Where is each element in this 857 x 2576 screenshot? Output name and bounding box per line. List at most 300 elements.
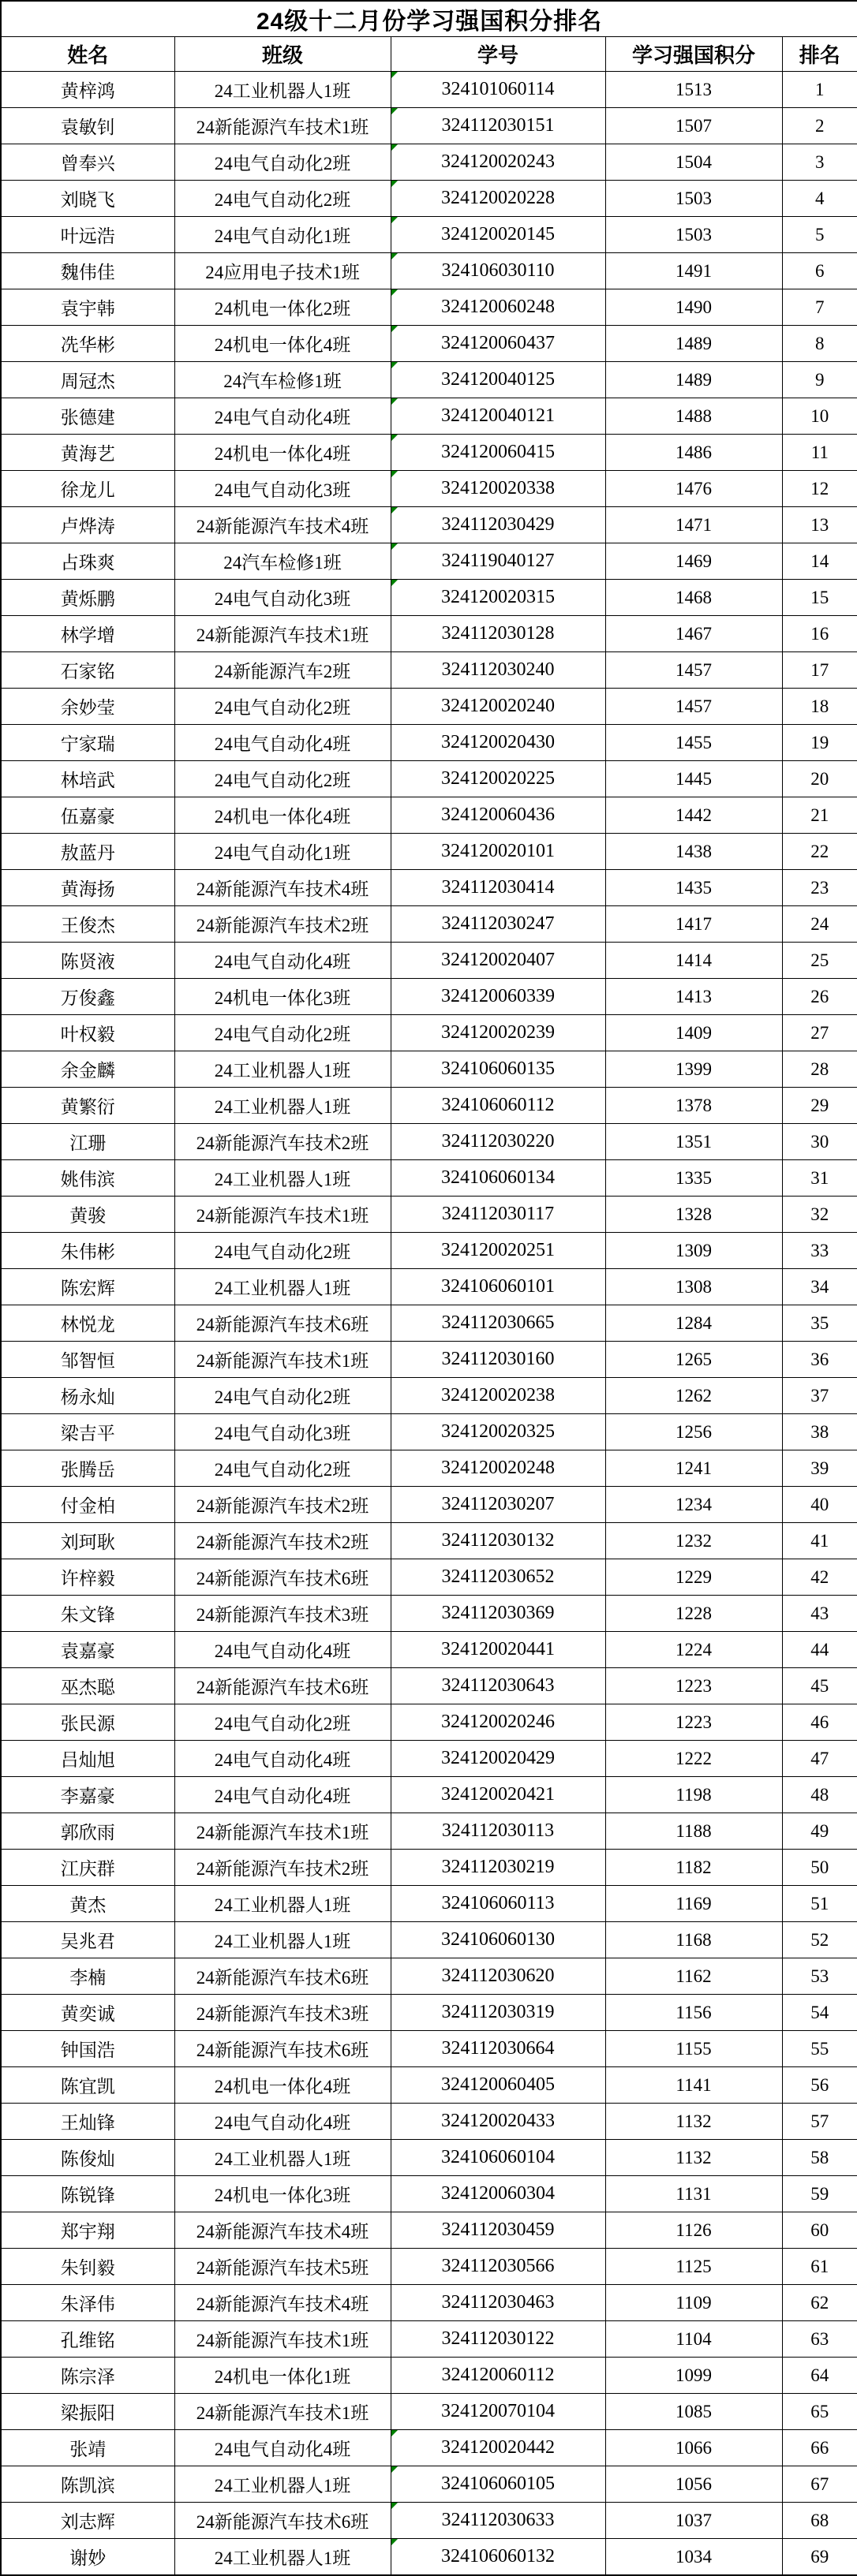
rank-cell[interactable]: 6 <box>782 253 857 289</box>
points-cell[interactable]: 1037 <box>605 2503 782 2539</box>
points-cell[interactable]: 1228 <box>605 1596 782 1632</box>
points-cell[interactable]: 1232 <box>605 1523 782 1559</box>
rank-cell[interactable]: 14 <box>782 543 857 580</box>
points-cell[interactable]: 1442 <box>605 797 782 834</box>
class-cell[interactable]: 24工业机器人1班 <box>174 2140 391 2176</box>
class-cell[interactable]: 24汽车检修1班 <box>174 543 391 580</box>
student-id-cell[interactable]: 324112030652 <box>391 1559 605 1596</box>
student-id-cell[interactable]: 324112030128 <box>391 616 605 652</box>
points-cell[interactable]: 1126 <box>605 2212 782 2249</box>
class-cell[interactable]: 24新能源汽车技术6班 <box>174 1958 391 1995</box>
name-cell[interactable]: 袁嘉豪 <box>1 1632 174 1668</box>
student-id-cell[interactable]: 324120020338 <box>391 471 605 507</box>
class-cell[interactable]: 24汽车检修1班 <box>174 362 391 398</box>
student-id-cell[interactable]: 324106060112 <box>391 1088 605 1124</box>
class-cell[interactable]: 24电气自动化4班 <box>174 725 391 761</box>
class-cell[interactable]: 24电气自动化3班 <box>174 471 391 507</box>
points-cell[interactable]: 1156 <box>605 1995 782 2031</box>
name-cell[interactable]: 朱伟彬 <box>1 1233 174 1269</box>
points-cell[interactable]: 1265 <box>605 1342 782 1378</box>
class-cell[interactable]: 24新能源汽车技术3班 <box>174 1995 391 2031</box>
student-id-cell[interactable]: 324120020430 <box>391 725 605 761</box>
points-cell[interactable]: 1229 <box>605 1559 782 1596</box>
student-id-cell[interactable]: 324120060405 <box>391 2067 605 2104</box>
student-id-cell[interactable]: 324120070104 <box>391 2394 605 2430</box>
student-id-cell[interactable]: 324120020407 <box>391 943 605 979</box>
class-cell[interactable]: 24电气自动化2班 <box>174 1233 391 1269</box>
rank-cell[interactable]: 11 <box>782 435 857 471</box>
name-cell[interactable]: 江庆群 <box>1 1850 174 1886</box>
student-id-cell[interactable]: 324112030664 <box>391 2031 605 2067</box>
student-id-cell[interactable]: 324106060104 <box>391 2140 605 2176</box>
name-cell[interactable]: 叶远浩 <box>1 217 174 253</box>
student-id-cell[interactable]: 324120020442 <box>391 2430 605 2466</box>
class-cell[interactable]: 24工业机器人1班 <box>174 1922 391 1958</box>
column-header-points[interactable]: 学习强国积分 <box>605 37 782 72</box>
rank-cell[interactable]: 29 <box>782 1088 857 1124</box>
column-header-rank[interactable]: 排名 <box>782 37 857 72</box>
student-id-cell[interactable]: 324106060135 <box>391 1051 605 1088</box>
name-cell[interactable]: 敖蓝丹 <box>1 834 174 870</box>
name-cell[interactable]: 陈俊灿 <box>1 2140 174 2176</box>
points-cell[interactable]: 1335 <box>605 1160 782 1197</box>
class-cell[interactable]: 24工业机器人1班 <box>174 1088 391 1124</box>
points-cell[interactable]: 1262 <box>605 1378 782 1414</box>
student-id-cell[interactable]: 324112030151 <box>391 108 605 144</box>
rank-cell[interactable]: 69 <box>782 2539 857 2576</box>
class-cell[interactable]: 24机电一体化4班 <box>174 435 391 471</box>
student-id-cell[interactable]: 324112030620 <box>391 1958 605 1995</box>
points-cell[interactable]: 1489 <box>605 362 782 398</box>
rank-cell[interactable]: 59 <box>782 2176 857 2212</box>
rank-cell[interactable]: 65 <box>782 2394 857 2430</box>
student-id-cell[interactable]: 324112030319 <box>391 1995 605 2031</box>
points-cell[interactable]: 1223 <box>605 1668 782 1704</box>
name-cell[interactable]: 林悦龙 <box>1 1305 174 1342</box>
class-cell[interactable]: 24电气自动化4班 <box>174 1777 391 1813</box>
rank-cell[interactable]: 17 <box>782 652 857 689</box>
class-cell[interactable]: 24电气自动化2班 <box>174 181 391 217</box>
class-cell[interactable]: 24机电一体化3班 <box>174 2176 391 2212</box>
student-id-cell[interactable]: 324120020421 <box>391 1777 605 1813</box>
rank-cell[interactable]: 24 <box>782 906 857 943</box>
class-cell[interactable]: 24机电一体化4班 <box>174 2067 391 2104</box>
rank-cell[interactable]: 1 <box>782 72 857 108</box>
points-cell[interactable]: 1132 <box>605 2104 782 2140</box>
student-id-cell[interactable]: 324112030643 <box>391 1668 605 1704</box>
rank-cell[interactable]: 67 <box>782 2466 857 2503</box>
rank-cell[interactable]: 56 <box>782 2067 857 2104</box>
column-header-class[interactable]: 班级 <box>174 37 391 72</box>
points-cell[interactable]: 1507 <box>605 108 782 144</box>
name-cell[interactable]: 付金柏 <box>1 1487 174 1523</box>
rank-cell[interactable]: 54 <box>782 1995 857 2031</box>
name-cell[interactable]: 黄奕诚 <box>1 1995 174 2031</box>
student-id-cell[interactable]: 324120020239 <box>391 1015 605 1051</box>
student-id-cell[interactable]: 324106060130 <box>391 1922 605 1958</box>
points-cell[interactable]: 1284 <box>605 1305 782 1342</box>
rank-cell[interactable]: 61 <box>782 2249 857 2285</box>
class-cell[interactable]: 24电气自动化2班 <box>174 144 391 181</box>
student-id-cell[interactable]: 324112030113 <box>391 1813 605 1850</box>
points-cell[interactable]: 1471 <box>605 507 782 543</box>
name-cell[interactable]: 邹智恒 <box>1 1342 174 1378</box>
rank-cell[interactable]: 38 <box>782 1414 857 1450</box>
name-cell[interactable]: 宁家瑞 <box>1 725 174 761</box>
class-cell[interactable]: 24电气自动化1班 <box>174 834 391 870</box>
points-cell[interactable]: 1141 <box>605 2067 782 2104</box>
rank-cell[interactable]: 12 <box>782 471 857 507</box>
points-cell[interactable]: 1169 <box>605 1886 782 1922</box>
name-cell[interactable]: 曾奉兴 <box>1 144 174 181</box>
name-cell[interactable]: 江珊 <box>1 1124 174 1160</box>
student-id-cell[interactable]: 324120020240 <box>391 689 605 725</box>
class-cell[interactable]: 24电气自动化3班 <box>174 1414 391 1450</box>
student-id-cell[interactable]: 324112030207 <box>391 1487 605 1523</box>
points-cell[interactable]: 1309 <box>605 1233 782 1269</box>
student-id-cell[interactable]: 324120020228 <box>391 181 605 217</box>
class-cell[interactable]: 24电气自动化2班 <box>174 1378 391 1414</box>
class-cell[interactable]: 24新能源汽车技术6班 <box>174 2031 391 2067</box>
student-id-cell[interactable]: 324120060112 <box>391 2358 605 2394</box>
class-cell[interactable]: 24新能源汽车技术2班 <box>174 906 391 943</box>
name-cell[interactable]: 卢烨涛 <box>1 507 174 543</box>
rank-cell[interactable]: 26 <box>782 979 857 1015</box>
class-cell[interactable]: 24新能源汽车技术1班 <box>174 2321 391 2358</box>
student-id-cell[interactable]: 324120020441 <box>391 1632 605 1668</box>
points-cell[interactable]: 1503 <box>605 181 782 217</box>
name-cell[interactable]: 万俊鑫 <box>1 979 174 1015</box>
class-cell[interactable]: 24电气自动化4班 <box>174 2104 391 2140</box>
rank-cell[interactable]: 52 <box>782 1922 857 1958</box>
points-cell[interactable]: 1445 <box>605 761 782 797</box>
rank-cell[interactable]: 10 <box>782 398 857 435</box>
points-cell[interactable]: 1223 <box>605 1704 782 1741</box>
name-cell[interactable]: 袁宇韩 <box>1 289 174 326</box>
points-cell[interactable]: 1417 <box>605 906 782 943</box>
name-cell[interactable]: 余妙莹 <box>1 689 174 725</box>
class-cell[interactable]: 24电气自动化1班 <box>174 217 391 253</box>
student-id-cell[interactable]: 324120060339 <box>391 979 605 1015</box>
rank-cell[interactable]: 44 <box>782 1632 857 1668</box>
rank-cell[interactable]: 35 <box>782 1305 857 1342</box>
name-cell[interactable]: 吕灿旭 <box>1 1741 174 1777</box>
name-cell[interactable]: 杨永灿 <box>1 1378 174 1414</box>
class-cell[interactable]: 24机电一体化4班 <box>174 797 391 834</box>
rank-cell[interactable]: 18 <box>782 689 857 725</box>
class-cell[interactable]: 24新能源汽车2班 <box>174 652 391 689</box>
student-id-cell[interactable]: 324112030219 <box>391 1850 605 1886</box>
name-cell[interactable]: 巫杰聪 <box>1 1668 174 1704</box>
name-cell[interactable]: 张德建 <box>1 398 174 435</box>
student-id-cell[interactable]: 324120020246 <box>391 1704 605 1741</box>
class-cell[interactable]: 24电气自动化4班 <box>174 1632 391 1668</box>
column-header-student-id[interactable]: 学号 <box>391 37 605 72</box>
column-header-name[interactable]: 姓名 <box>1 37 174 72</box>
points-cell[interactable]: 1256 <box>605 1414 782 1450</box>
rank-cell[interactable]: 55 <box>782 2031 857 2067</box>
class-cell[interactable]: 24机电一体化4班 <box>174 326 391 362</box>
rank-cell[interactable]: 25 <box>782 943 857 979</box>
class-cell[interactable]: 24新能源汽车技术1班 <box>174 616 391 652</box>
points-cell[interactable]: 1131 <box>605 2176 782 2212</box>
student-id-cell[interactable]: 324120020238 <box>391 1378 605 1414</box>
rank-cell[interactable]: 49 <box>782 1813 857 1850</box>
points-cell[interactable]: 1308 <box>605 1269 782 1305</box>
student-id-cell[interactable]: 324120020325 <box>391 1414 605 1450</box>
student-id-cell[interactable]: 324120020433 <box>391 2104 605 2140</box>
class-cell[interactable]: 24工业机器人1班 <box>174 72 391 108</box>
name-cell[interactable]: 许梓毅 <box>1 1559 174 1596</box>
name-cell[interactable]: 伍嘉豪 <box>1 797 174 834</box>
student-id-cell[interactable]: 324112030633 <box>391 2503 605 2539</box>
name-cell[interactable]: 陈宗泽 <box>1 2358 174 2394</box>
points-cell[interactable]: 1099 <box>605 2358 782 2394</box>
student-id-cell[interactable]: 324120020243 <box>391 144 605 181</box>
class-cell[interactable]: 24新能源汽车技术1班 <box>174 2394 391 2430</box>
rank-cell[interactable]: 66 <box>782 2430 857 2466</box>
points-cell[interactable]: 1109 <box>605 2285 782 2321</box>
rank-cell[interactable]: 31 <box>782 1160 857 1197</box>
class-cell[interactable]: 24新能源汽车技术6班 <box>174 2503 391 2539</box>
rank-cell[interactable]: 28 <box>782 1051 857 1088</box>
rank-cell[interactable]: 4 <box>782 181 857 217</box>
student-id-cell[interactable]: 324112030117 <box>391 1197 605 1233</box>
name-cell[interactable]: 张民源 <box>1 1704 174 1741</box>
rank-cell[interactable]: 32 <box>782 1197 857 1233</box>
student-id-cell[interactable]: 324120020248 <box>391 1450 605 1487</box>
name-cell[interactable]: 黄海扬 <box>1 870 174 906</box>
rank-cell[interactable]: 53 <box>782 1958 857 1995</box>
points-cell[interactable]: 1491 <box>605 253 782 289</box>
rank-cell[interactable]: 42 <box>782 1559 857 1596</box>
class-cell[interactable]: 24新能源汽车技术5班 <box>174 2249 391 2285</box>
points-cell[interactable]: 1503 <box>605 217 782 253</box>
class-cell[interactable]: 24新能源汽车技术2班 <box>174 1523 391 1559</box>
name-cell[interactable]: 占珠爽 <box>1 543 174 580</box>
student-id-cell[interactable]: 324101060114 <box>391 72 605 108</box>
student-id-cell[interactable]: 324120020315 <box>391 580 605 616</box>
name-cell[interactable]: 黄繁衍 <box>1 1088 174 1124</box>
points-cell[interactable]: 1132 <box>605 2140 782 2176</box>
class-cell[interactable]: 24新能源汽车技术1班 <box>174 108 391 144</box>
name-cell[interactable]: 林学增 <box>1 616 174 652</box>
name-cell[interactable]: 梁吉平 <box>1 1414 174 1450</box>
name-cell[interactable]: 陈锐锋 <box>1 2176 174 2212</box>
rank-cell[interactable]: 7 <box>782 289 857 326</box>
points-cell[interactable]: 1457 <box>605 652 782 689</box>
name-cell[interactable]: 黄骏 <box>1 1197 174 1233</box>
points-cell[interactable]: 1438 <box>605 834 782 870</box>
name-cell[interactable]: 黄烁鹏 <box>1 580 174 616</box>
student-id-cell[interactable]: 324112030247 <box>391 906 605 943</box>
class-cell[interactable]: 24工业机器人1班 <box>174 1160 391 1197</box>
rank-cell[interactable]: 63 <box>782 2321 857 2358</box>
rank-cell[interactable]: 34 <box>782 1269 857 1305</box>
student-id-cell[interactable]: 324120060304 <box>391 2176 605 2212</box>
points-cell[interactable]: 1034 <box>605 2539 782 2576</box>
class-cell[interactable]: 24电气自动化2班 <box>174 1015 391 1051</box>
student-id-cell[interactable]: 324120020251 <box>391 1233 605 1269</box>
rank-cell[interactable]: 39 <box>782 1450 857 1487</box>
rank-cell[interactable]: 2 <box>782 108 857 144</box>
points-cell[interactable]: 1085 <box>605 2394 782 2430</box>
student-id-cell[interactable]: 324120040125 <box>391 362 605 398</box>
student-id-cell[interactable]: 324120060437 <box>391 326 605 362</box>
rank-cell[interactable]: 48 <box>782 1777 857 1813</box>
name-cell[interactable]: 冼华彬 <box>1 326 174 362</box>
points-cell[interactable]: 1188 <box>605 1813 782 1850</box>
rank-cell[interactable]: 37 <box>782 1378 857 1414</box>
student-id-cell[interactable]: 324120060415 <box>391 435 605 471</box>
student-id-cell[interactable]: 324106060105 <box>391 2466 605 2503</box>
points-cell[interactable]: 1488 <box>605 398 782 435</box>
points-cell[interactable]: 1241 <box>605 1450 782 1487</box>
class-cell[interactable]: 24新能源汽车技术3班 <box>174 1596 391 1632</box>
rank-cell[interactable]: 46 <box>782 1704 857 1741</box>
rank-cell[interactable]: 60 <box>782 2212 857 2249</box>
class-cell[interactable]: 24新能源汽车技术1班 <box>174 1197 391 1233</box>
rank-cell[interactable]: 20 <box>782 761 857 797</box>
student-id-cell[interactable]: 324106030110 <box>391 253 605 289</box>
name-cell[interactable]: 陈宜凯 <box>1 2067 174 2104</box>
rank-cell[interactable]: 36 <box>782 1342 857 1378</box>
rank-cell[interactable]: 21 <box>782 797 857 834</box>
points-cell[interactable]: 1476 <box>605 471 782 507</box>
name-cell[interactable]: 黄梓鸿 <box>1 72 174 108</box>
student-id-cell[interactable]: 324106060113 <box>391 1886 605 1922</box>
points-cell[interactable]: 1182 <box>605 1850 782 1886</box>
class-cell[interactable]: 24电气自动化2班 <box>174 1450 391 1487</box>
rank-cell[interactable]: 3 <box>782 144 857 181</box>
name-cell[interactable]: 刘晓飞 <box>1 181 174 217</box>
name-cell[interactable]: 谢妙 <box>1 2539 174 2576</box>
points-cell[interactable]: 1490 <box>605 289 782 326</box>
points-cell[interactable]: 1351 <box>605 1124 782 1160</box>
class-cell[interactable]: 24工业机器人1班 <box>174 2539 391 2576</box>
name-cell[interactable]: 孔维铭 <box>1 2321 174 2358</box>
name-cell[interactable]: 陈贤液 <box>1 943 174 979</box>
name-cell[interactable]: 朱泽伟 <box>1 2285 174 2321</box>
class-cell[interactable]: 24新能源汽车技术4班 <box>174 870 391 906</box>
name-cell[interactable]: 刘志辉 <box>1 2503 174 2539</box>
points-cell[interactable]: 1234 <box>605 1487 782 1523</box>
name-cell[interactable]: 魏伟佳 <box>1 253 174 289</box>
rank-cell[interactable]: 51 <box>782 1886 857 1922</box>
rank-cell[interactable]: 33 <box>782 1233 857 1269</box>
student-id-cell[interactable]: 324112030665 <box>391 1305 605 1342</box>
name-cell[interactable]: 叶权毅 <box>1 1015 174 1051</box>
name-cell[interactable]: 吴兆君 <box>1 1922 174 1958</box>
class-cell[interactable]: 24新能源汽车技术2班 <box>174 1850 391 1886</box>
name-cell[interactable]: 王俊杰 <box>1 906 174 943</box>
class-cell[interactable]: 24新能源汽车技术4班 <box>174 2285 391 2321</box>
student-id-cell[interactable]: 324106060132 <box>391 2539 605 2576</box>
student-id-cell[interactable]: 324112030132 <box>391 1523 605 1559</box>
name-cell[interactable]: 余金麟 <box>1 1051 174 1088</box>
student-id-cell[interactable]: 324120060436 <box>391 797 605 834</box>
rank-cell[interactable]: 23 <box>782 870 857 906</box>
points-cell[interactable]: 1378 <box>605 1088 782 1124</box>
student-id-cell[interactable]: 324120060248 <box>391 289 605 326</box>
name-cell[interactable]: 周冠杰 <box>1 362 174 398</box>
class-cell[interactable]: 24新能源汽车技术6班 <box>174 1305 391 1342</box>
class-cell[interactable]: 24机电一体化2班 <box>174 289 391 326</box>
class-cell[interactable]: 24新能源汽车技术6班 <box>174 1668 391 1704</box>
name-cell[interactable]: 黄海艺 <box>1 435 174 471</box>
class-cell[interactable]: 24新能源汽车技术4班 <box>174 507 391 543</box>
rank-cell[interactable]: 13 <box>782 507 857 543</box>
class-cell[interactable]: 24电气自动化3班 <box>174 580 391 616</box>
name-cell[interactable]: 陈凯滨 <box>1 2466 174 2503</box>
points-cell[interactable]: 1155 <box>605 2031 782 2067</box>
class-cell[interactable]: 24电气自动化4班 <box>174 398 391 435</box>
class-cell[interactable]: 24电气自动化2班 <box>174 689 391 725</box>
class-cell[interactable]: 24新能源汽车技术1班 <box>174 1342 391 1378</box>
points-cell[interactable]: 1457 <box>605 689 782 725</box>
name-cell[interactable]: 袁敏钊 <box>1 108 174 144</box>
points-cell[interactable]: 1413 <box>605 979 782 1015</box>
name-cell[interactable]: 徐龙儿 <box>1 471 174 507</box>
points-cell[interactable]: 1399 <box>605 1051 782 1088</box>
student-id-cell[interactable]: 324120040121 <box>391 398 605 435</box>
name-cell[interactable]: 黄杰 <box>1 1886 174 1922</box>
class-cell[interactable]: 24新能源汽车技术4班 <box>174 2212 391 2249</box>
student-id-cell[interactable]: 324112030459 <box>391 2212 605 2249</box>
rank-cell[interactable]: 27 <box>782 1015 857 1051</box>
points-cell[interactable]: 1162 <box>605 1958 782 1995</box>
name-cell[interactable]: 郭欣雨 <box>1 1813 174 1850</box>
rank-cell[interactable]: 47 <box>782 1741 857 1777</box>
points-cell[interactable]: 1435 <box>605 870 782 906</box>
points-cell[interactable]: 1168 <box>605 1922 782 1958</box>
rank-cell[interactable]: 43 <box>782 1596 857 1632</box>
class-cell[interactable]: 24电气自动化2班 <box>174 761 391 797</box>
name-cell[interactable]: 林培武 <box>1 761 174 797</box>
student-id-cell[interactable]: 324119040127 <box>391 543 605 580</box>
class-cell[interactable]: 24应用电子技术1班 <box>174 253 391 289</box>
rank-cell[interactable]: 50 <box>782 1850 857 1886</box>
name-cell[interactable]: 朱钊毅 <box>1 2249 174 2285</box>
points-cell[interactable]: 1468 <box>605 580 782 616</box>
rank-cell[interactable]: 64 <box>782 2358 857 2394</box>
name-cell[interactable]: 李嘉豪 <box>1 1777 174 1813</box>
name-cell[interactable]: 姚伟滨 <box>1 1160 174 1197</box>
rank-cell[interactable]: 5 <box>782 217 857 253</box>
name-cell[interactable]: 钟国浩 <box>1 2031 174 2067</box>
student-id-cell[interactable]: 324106060134 <box>391 1160 605 1197</box>
class-cell[interactable]: 24电气自动化4班 <box>174 2430 391 2466</box>
class-cell[interactable]: 24新能源汽车技术2班 <box>174 1487 391 1523</box>
name-cell[interactable]: 陈宏辉 <box>1 1269 174 1305</box>
rank-cell[interactable]: 68 <box>782 2503 857 2539</box>
name-cell[interactable]: 刘珂耿 <box>1 1523 174 1559</box>
name-cell[interactable]: 李楠 <box>1 1958 174 1995</box>
points-cell[interactable]: 1125 <box>605 2249 782 2285</box>
name-cell[interactable]: 张靖 <box>1 2430 174 2466</box>
class-cell[interactable]: 24工业机器人1班 <box>174 2466 391 2503</box>
rank-cell[interactable]: 45 <box>782 1668 857 1704</box>
class-cell[interactable]: 24工业机器人1班 <box>174 1886 391 1922</box>
rank-cell[interactable]: 8 <box>782 326 857 362</box>
points-cell[interactable]: 1467 <box>605 616 782 652</box>
points-cell[interactable]: 1222 <box>605 1741 782 1777</box>
class-cell[interactable]: 24工业机器人1班 <box>174 1051 391 1088</box>
student-id-cell[interactable]: 324112030220 <box>391 1124 605 1160</box>
student-id-cell[interactable]: 324112030160 <box>391 1342 605 1378</box>
points-cell[interactable]: 1504 <box>605 144 782 181</box>
class-cell[interactable]: 24电气自动化4班 <box>174 943 391 979</box>
